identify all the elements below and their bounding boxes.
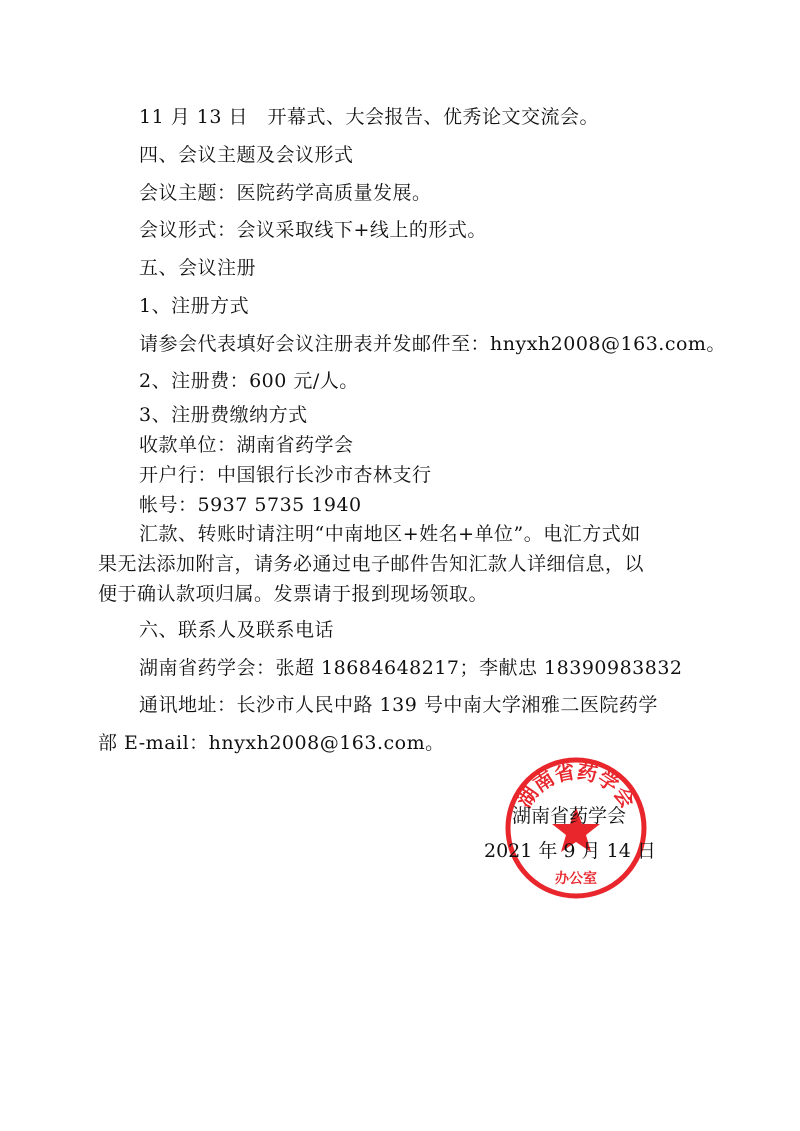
seal-sub-text: 办公室 <box>555 871 597 887</box>
text-line-registration-fee: 2、注册费：600 元/人。 <box>139 370 359 392</box>
text-line-remittance-note-2: 果无法添加附言，请务必通过电子邮件告知汇款人详细信息，以 <box>98 553 645 575</box>
text-line-registration-email: 请参会代表填好会议注册表并发邮件至：hnyxh2008@163.com。 <box>139 333 726 355</box>
text-line-payee: 收款单位：湖南省药学会 <box>139 434 354 456</box>
signature-date: 2021 年 9 月 14 日 <box>484 840 656 862</box>
section-heading-contacts: 六、联系人及联系电话 <box>139 619 335 641</box>
text-line-format: 会议形式：会议采取线下+线上的形式。 <box>139 219 487 241</box>
subheading-registration-method: 1、注册方式 <box>139 295 250 317</box>
text-line-bank: 开户行：中国银行长沙市杏林支行 <box>139 464 432 486</box>
section-heading-theme-format: 四、会议主题及会议形式 <box>139 144 354 166</box>
seal-arc-text: 湖南省药学会 <box>511 759 641 813</box>
text-line-contact-phones: 湖南省药学会：张超 18684648217；李献忠 18390983832 <box>139 657 683 679</box>
text-line-remittance-note-1: 汇款、转账时请注明“中南地区+姓名+单位”。电汇方式如 <box>139 523 641 545</box>
subheading-payment-method: 3、注册费缴纳方式 <box>139 404 308 426</box>
text-line-account-number: 帐号：5937 5735 1940 <box>139 494 362 516</box>
text-line-theme: 会议主题：医院药学高质量发展。 <box>139 182 432 204</box>
signature-organization: 湖南省药学会 <box>512 805 627 827</box>
text-line-opening-ceremony: 11 月 13 日 开幕式、大会报告、优秀论文交流会。 <box>139 106 599 128</box>
text-line-address-1: 通讯地址：长沙市人民中路 139 号中南大学湘雅二医院药学 <box>139 694 658 716</box>
text-line-address-2: 部 E-mail：hnyxh2008@163.com。 <box>98 732 445 754</box>
section-heading-registration: 五、会议注册 <box>139 257 257 279</box>
text-line-remittance-note-3: 便于确认款项归属。发票请于报到现场领取。 <box>98 583 489 605</box>
